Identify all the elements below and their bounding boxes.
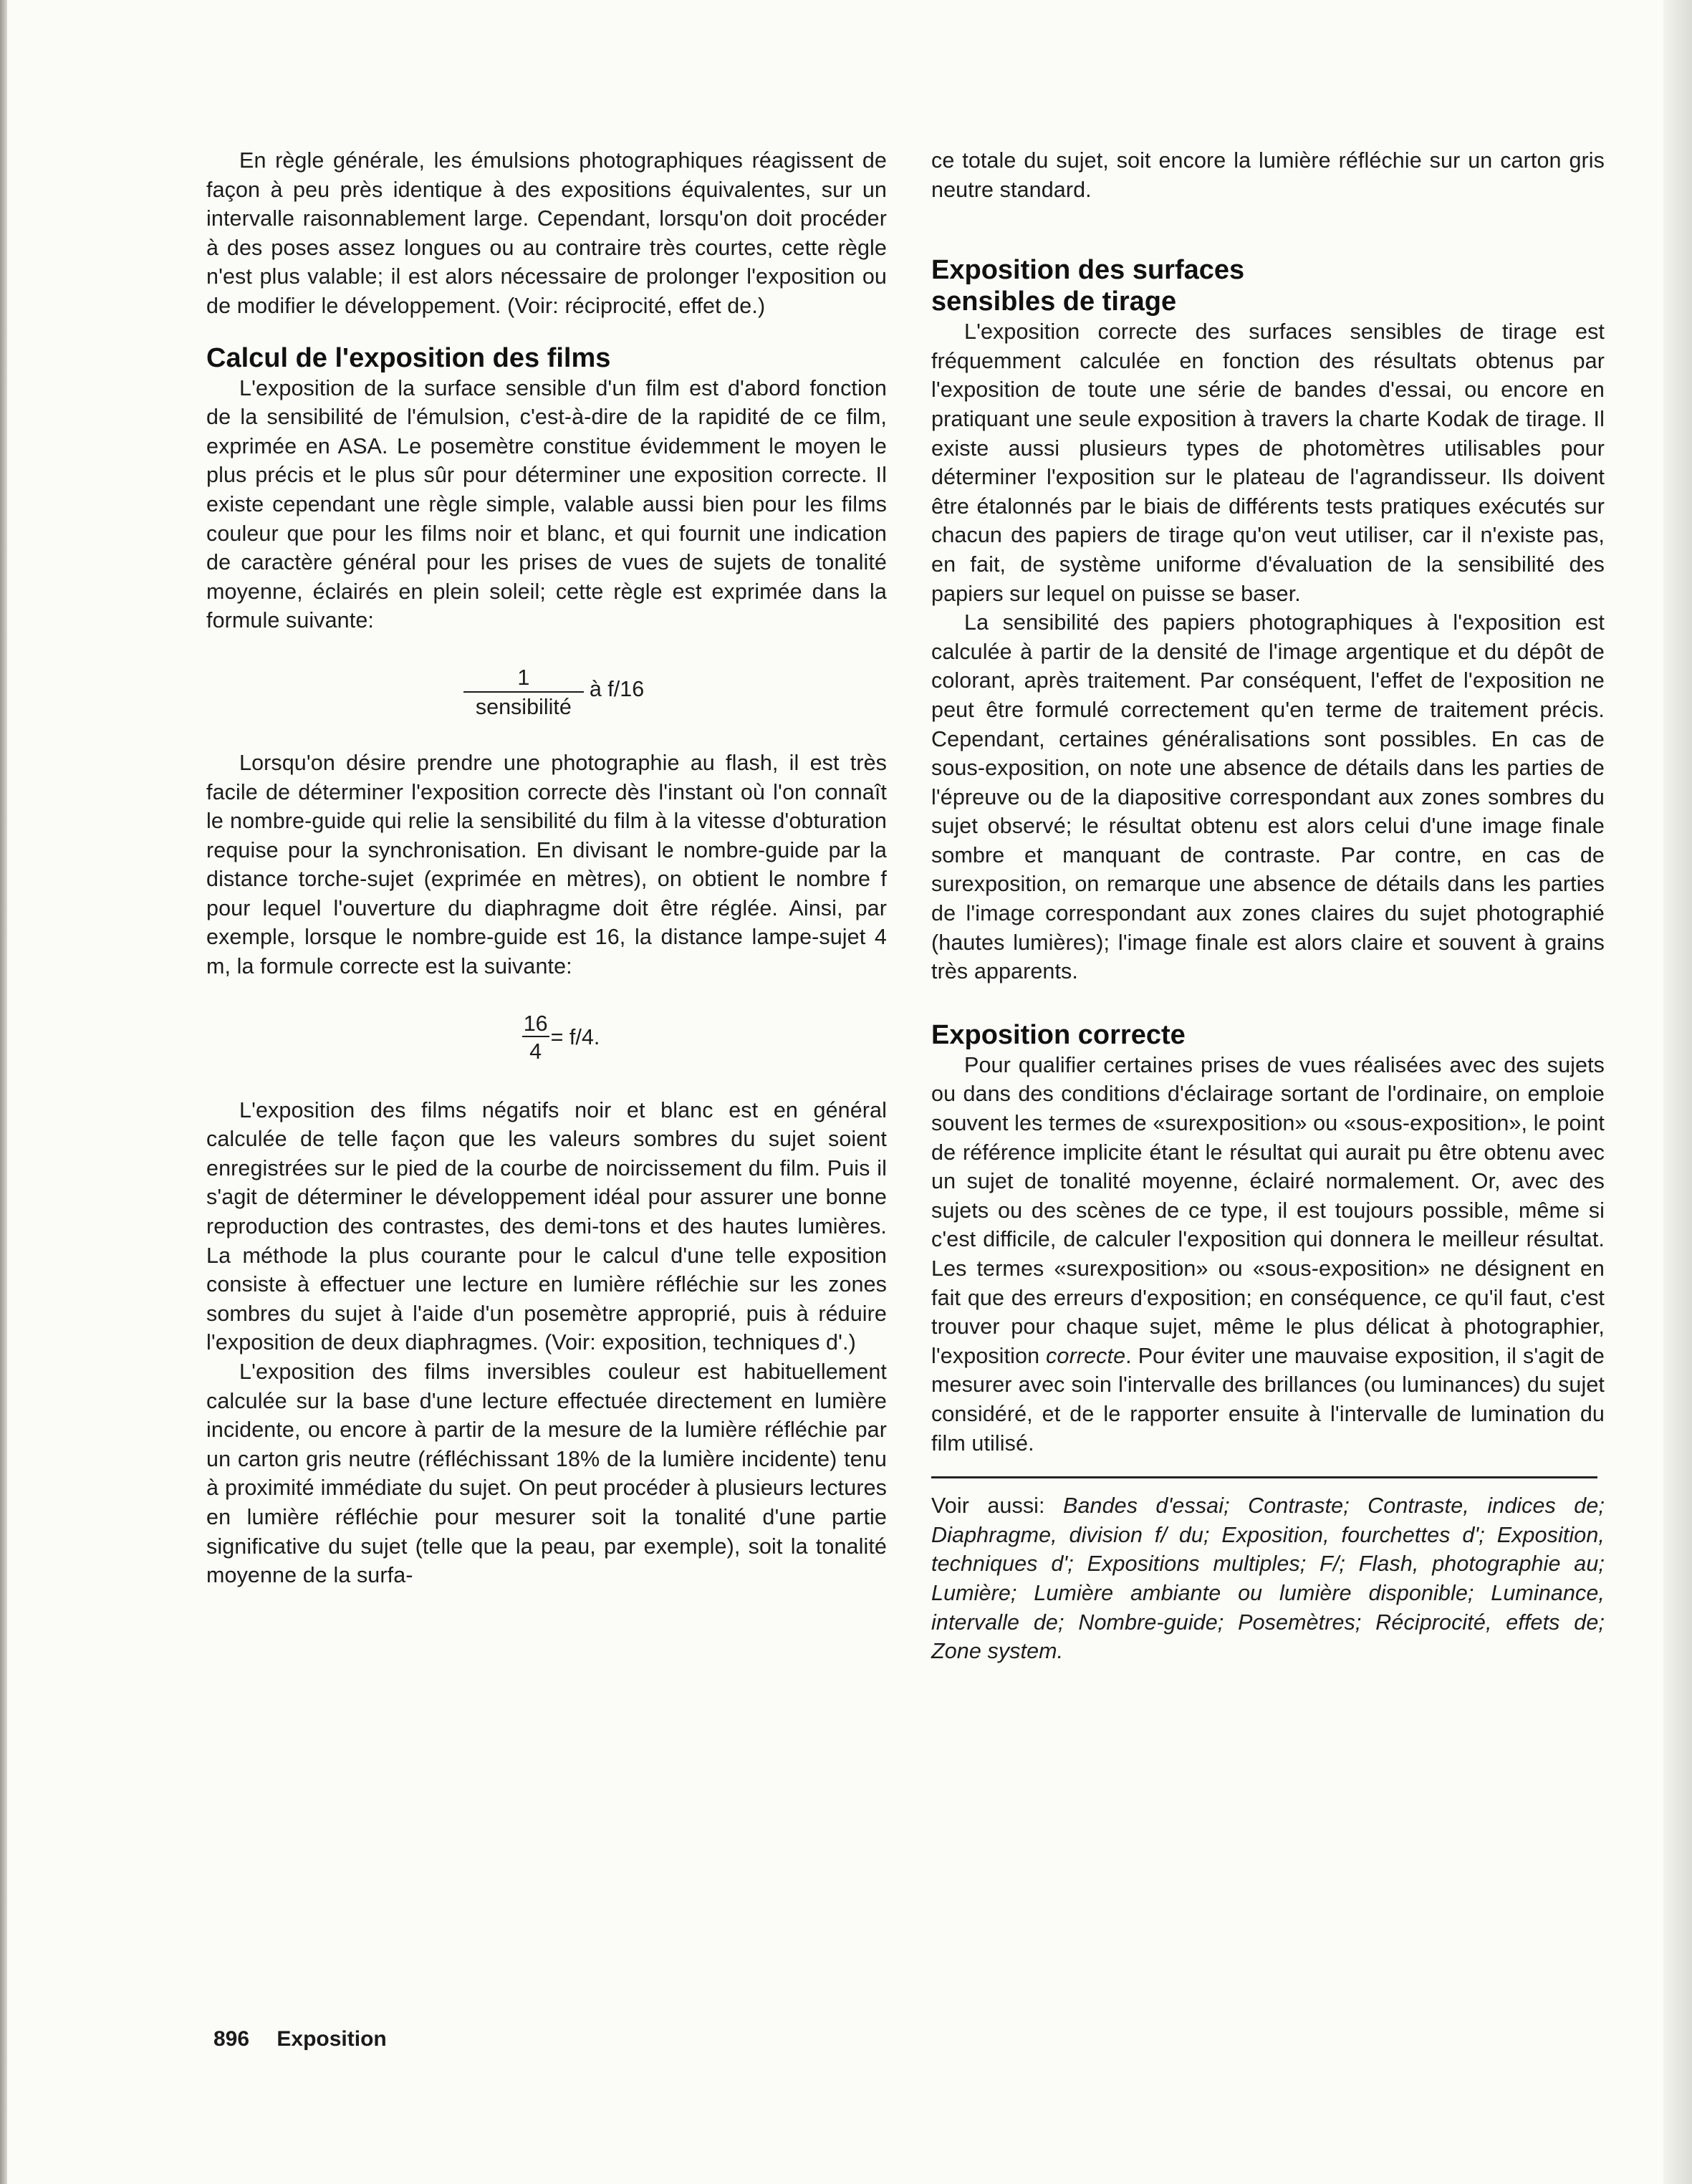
page-edge-shadow (1663, 0, 1692, 2184)
fraction-denominator: sensibilité (475, 694, 572, 719)
see-also (931, 1491, 1605, 1666)
section-heading-calcul: Calcul de l'exposition des films (206, 342, 611, 373)
paragraph-flash: Lorsqu'on désire prendre une photographie au flash, il est très facile de déterminer l'exposition correcte dès l'instant où l'on connaît le nombre-guide qui relie la sensibilité du film à la vitesse d'obturation requise pour la synchronisation. En divisant le nombre-guide par la distance torche-sujet (exprimée en mètres), on obtient le nombre f pour lequel l'ouverture du diaphragme doit être réglée. Ainsi, par exemple, lorsque le nombre-guide est 16, la distance lampe-sujet 4 m, la formule correcte est la suivante: (206, 750, 887, 979)
text-segment: . Pour éviter une mauvaise exposition, il s'agit de mesurer avec soin l'intervalle des brillances (ou luminances) du sujet considéré, et de le rapporter ensuite à l'intervalle de lumination du film utilisé. (931, 1343, 1605, 1456)
left-column (206, 143, 887, 1590)
formula-suffix: à f/16 (589, 677, 645, 702)
continuation-paragraph: ce totale du sujet, soit encore la lumière réfléchie sur un carton gris neutre standard. (931, 148, 1605, 202)
fraction-denominator: 4 (529, 1039, 542, 1064)
formula-guide-number (206, 1011, 887, 1064)
paragraph-tirage-2: La sensibilité des papiers photographiques à l'exposition est calculée à partir de la densité de l'image argentique et du dépôt de colorant, après traitement. Par conséquent, l'effet de l'exposition ne peut être formulé correctement qu'en terme de traitement précis. Cependant, certaines généralisations sont possibles. En cas de sous-exposition, on note une absence de détails dans les parties de l'épreuve ou de la diapositive correspondant aux zones sombres du sujet observé; le résultat obtenu est alors celui d'une image finale sombre et manquant de contraste. Par contre, en cas de surexposition, on remarque une absence de détails dans les parties de l'image correspondant aux zones claires du sujet photographié (hautes lumières); l'image finale est alors claire et souvent à grains très apparents. (931, 610, 1605, 984)
section-heading-correcte: Exposition correcte (931, 1019, 1186, 1050)
formula-suffix: = f/4. (550, 1025, 600, 1050)
formula-sunny-rule (206, 665, 887, 720)
heading-line-1: Exposition des surfaces (931, 255, 1245, 286)
fraction (463, 665, 584, 720)
running-title: Exposition (277, 2027, 387, 2051)
see-also-entries: Bandes d'essai; Contraste; Contraste, indices de; Diaphragme, division f/ du; Exposition, fourchettes d'; Exposition, techniques d'; Expositions multiples; F/; Flash, photographie au; Lumière; Lumière ambiante ou lumière disponible; Luminance, intervalle de; Nombre-guide; Posemètres; Réciprocité, effets de; Zone system. (931, 1493, 1605, 1664)
paragraph-reversal-films: L'exposition des films inversibles couleur est habituellement calculée sur la base d'une lecture effectuée directement en lumière incidente, ou encore à partir de la mesure de la lumière réfléchie par un carton gris neutre (réfléchissant 18% de la lumière incidente) tenu à proximité immédiate du sujet. On peut procéder à plusieurs lectures en lumière réfléchie pour mesurer soit la tonalité d'une partie significative du sujet (telle que la peau, par exemple), soit la tonalité moyenne de la surfa- (206, 1360, 887, 1588)
heading-line-2: sensibles de tirage (931, 287, 1177, 317)
fraction-numerator: 1 (463, 665, 584, 693)
paragraph-negative-films: L'exposition des films négatifs noir et blanc est en général calculée de telle façon que les valeurs sombres du sujet soient enregistrées sur le pied de la courbe de noircissement du film. Puis il s'agit de déterminer le développement idéal pour assurer une bonne reproduction des contrastes, des demi-tons et des hautes lumières. La méthode la plus courante pour le calcul d'une telle exposition consiste à effectuer une lecture en lumière réfléchie sur les zones sombres du sujet à l'aide d'un posemètre approprié, puis à réduire l'exposition de deux diaphragmes. (Voir: exposition, techniques d'.) (206, 1097, 887, 1355)
see-also-label: Voir aussi: (931, 1493, 1063, 1519)
book-spine-shadow (0, 0, 7, 2184)
paragraph-correcte (931, 1051, 1605, 1458)
paragraph-tirage-1: L'exposition correcte des surfaces sensibles de tirage est fréquemment calculée en fonction des résultats obtenus par l'exposition de toute une série de bandes d'essai, ou encore en pratiquant une seule exposition à travers la charte Kodak de tirage. Il existe aussi plusieurs types de photomètres utilisables pour déterminer l'exposition sur le plateau de l'agrandisseur. Ils doivent être étalonnés par le biais de différents tests pratiques exécutés sur chacun des papiers de tirage qu'on veut utiliser, car il n'existe pas, en fait, de système uniforme d'évaluation de la sensibilité des papiers sur lequel on puisse se baser. (931, 319, 1605, 606)
right-column (931, 143, 1605, 1666)
divider-rule (931, 1476, 1597, 1478)
intro-paragraph: En règle générale, les émulsions photographiques réagissent de façon à peu près identique à des expositions équivalentes, sur un intervalle raisonnablement large. Cependant, lorsqu'on doit procéder à des poses assez longues ou au contraire très courtes, cette règle n'est plus valable; il est alors nécessaire de prolonger l'exposition ou de modifier le développement. (Voir: réciprocité, effet de.) (206, 148, 887, 318)
emphasis-correcte: correcte (1046, 1343, 1126, 1368)
page-footer (213, 2027, 387, 2051)
page-number: 896 (213, 2027, 250, 2051)
fraction-numerator: 16 (523, 1011, 548, 1036)
fraction (522, 1011, 549, 1064)
text-segment: Pour qualifier certaines prises de vues réalisées avec des sujets ou dans des conditions d'éclairage sortant de l'ordinaire, on emploie souvent les termes de «surexposition» ou «sous-exposition», le point de référence implicite étant le résultat qui aurait pu être obtenu avec un sujet de tonalité moyenne, éclairé normalement. Or, avec des sujets ou des scènes de ce type, il est toujours possible, même si c'est difficile, de calculer l'exposition qui donnera le meilleur résultat. Les termes «surexposition» ou «sous-exposition» ne désignent en fait que des erreurs d'exposition; en conséquence, ce qu'il faut, c'est trouver pour chaque sujet, même le plus délicat à photographier, l'exposition (931, 1052, 1605, 1368)
paragraph-calcul-1: L'exposition de la surface sensible d'un film est d'abord fonction de la sensibilité de l'émulsion, c'est-à-dire de la rapidité de ce film, exprimée en ASA. Le posemètre constitue évidemment le moyen le plus précis et le plus sûr pour déterminer une exposition correcte. Il existe cependant une règle simple, valable aussi bien pour les films couleur que pour les films noir et blanc, et qui fournit une indication de caractère général pour les prises de vues de sujets de tonalité moyenne, éclairés en plein soleil; cette règle est exprimée dans la formule suivante: (206, 375, 887, 633)
section-heading-tirage (931, 254, 1605, 317)
